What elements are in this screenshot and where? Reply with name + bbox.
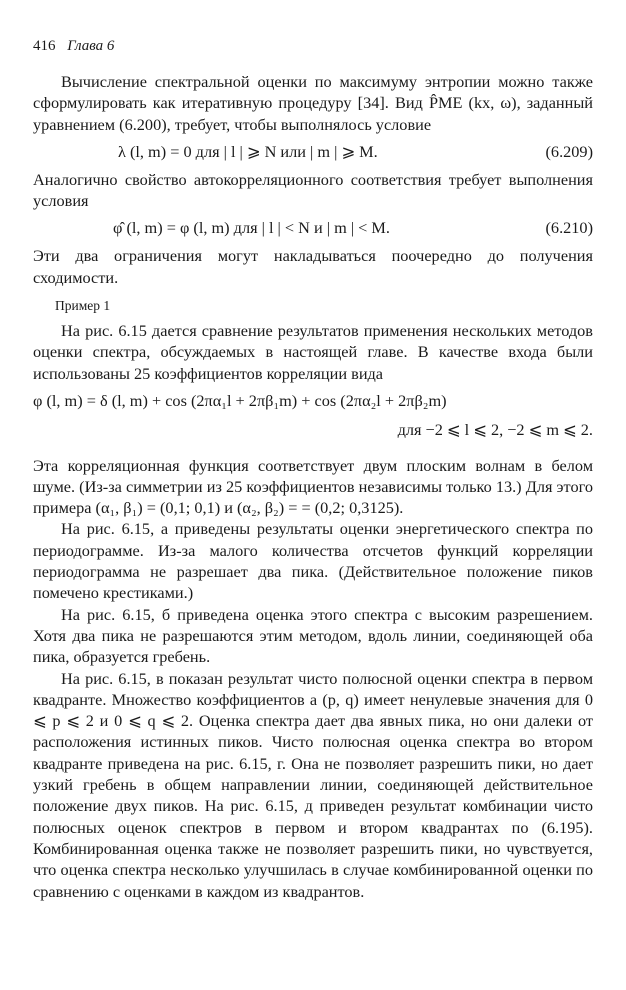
paragraph-8: На рис. 6.15, в показан результат чисто полюсной оценки спектра в первом квадранте. Множество коэффициентов a (p, q) имеет ненулевые значения для 0 ⩽ p ⩽ 2 и 0 ⩽ q ⩽ 2. Оценка спектра дает два явных пика, но они далеки от расположения истинных пиков. Чисто полюсная оценка спектра во втором квадранте приведена на рис. 6.15, г. Она не позволяет разрешить пики, но дает узкий гребень в общем направлении линии, соединяющей действительное положение двух пиков. На рис. 6.15, д приведен результат комбинации чисто полюсных оценок спектров в первом и втором квадрантах по (6.195). Комбинированная оценка также не позволяет разрешить пики, но чувствуется, что оценка спектра несколько улучшилась в случае комбинированной оценки по сравнению с оценками в каждом из квадрантов. xyxy=(33,668,593,901)
equation-number: (6.209) xyxy=(545,141,593,161)
paragraph-7: На рис. 6.15, б приведена оценка этого спектра с высоким разрешением. Хотя два пика не разрешаются этим методом, вдоль линии, соединяющей оба пика, образуется гребень. xyxy=(33,604,593,667)
chapter-title: Глава 6 xyxy=(67,38,115,54)
paragraph-3: Эти два ограничения могут накладываться поочередно до получения сходимости. xyxy=(33,246,593,287)
equation-number: (6.210) xyxy=(545,218,593,238)
equation-formula: φ̂ (l, m) = φ (l, m) для | l | < N и | m | < M. xyxy=(113,218,390,238)
equation-6-210 xyxy=(33,217,593,241)
book-page xyxy=(33,38,593,902)
page-number: 416 xyxy=(33,38,56,54)
paragraph-2: Аналогично свойство автокорреляционного соответствия требует выполнения условия xyxy=(33,169,593,211)
example-heading: Пример 1 xyxy=(55,298,111,314)
equation-6-209 xyxy=(33,141,593,165)
running-header xyxy=(33,38,593,55)
paragraph-4: На рис. 6.15 дается сравнение результатов применения нескольких методов оценки спектра, обсуждаемых в настоящей главе. В качестве входа были использованы 25 коэффициентов корреляции вида xyxy=(33,321,593,383)
paragraph-5: Эта корреляционная функция соответствует двум плоским волнам в белом шуме. (Из-за симметрии из 25 коэффициентов независимы только 13.) Для этого примера (α₁, β₁) = (0,1; 0,1) и (α₂, β₂) = = (0,2; 0,3125). xyxy=(33,455,593,518)
paragraph-1: Вычисление спектральной оценки по максимуму энтропии можно также сформулировать как итеративную процедуру [34]. Вид P̂ME (kx, ω), заданный уравнением (6.200), требует, чтобы выполнялось условие xyxy=(33,72,593,134)
correlation-equation: φ (l, m) = δ (l, m) + cos (2πα₁l + 2πβ₁m) + cos (2πα₂l + 2πβ₂m) xyxy=(33,390,447,410)
equation-formula: λ (l, m) = 0 для | l | ⩾ N или | m | ⩾ M. xyxy=(118,141,378,161)
paragraph-6: На рис. 6.15, а приведены результаты оценки энергетического спектра по периодограмме. Из-за малого количества отсчетов функций корреляции периодограмма не разрешает два пика. (Действительное положение пиков помечено крестиками.) xyxy=(33,519,593,603)
correlation-condition: для −2 ⩽ l ⩽ 2, −2 ⩽ m ⩽ 2. xyxy=(397,420,593,440)
